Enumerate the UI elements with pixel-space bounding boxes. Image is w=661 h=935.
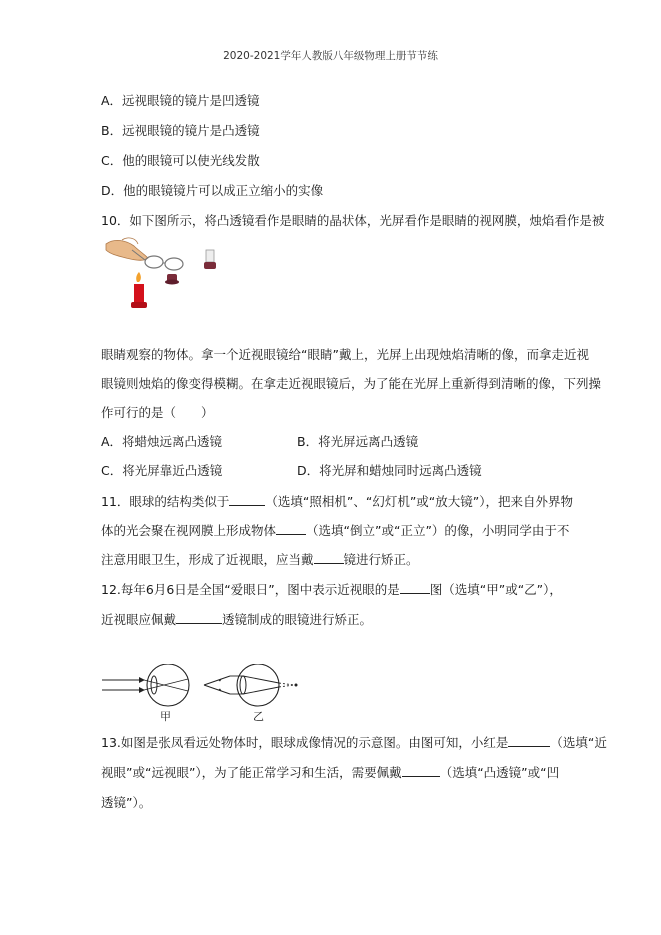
q9-option-d: D．他的眼镜镜片可以成正立缩小的实像 (101, 183, 324, 198)
q13-line1 (101, 733, 607, 751)
q11-blank-2[interactable] (276, 522, 306, 535)
q12-text-2b: 透镜制成的眼镜进行矫正。 (222, 612, 373, 627)
q13-text-1a: 13.如图是张凤看远处物体时，眼球成像情况的示意图。由图可知，小红是 (101, 735, 509, 750)
q11-line3 (101, 550, 419, 568)
q11-line1 (101, 492, 573, 510)
eye-diagrams-figure (100, 664, 312, 724)
fig-label-yi: 乙 (253, 710, 264, 723)
q10-option-c: C．将光屏靠近凸透镜 (101, 463, 223, 478)
q10-option-b: B．将光屏远离凸透镜 (297, 434, 419, 449)
q12-line2 (101, 610, 372, 628)
q12-line1 (101, 580, 562, 598)
q11-text-3a: 注意用眼卫生，形成了近视眼，应当戴 (101, 552, 314, 567)
q12-blank-2[interactable] (176, 611, 222, 624)
q9-option-c: C．他的眼镜可以使光线发散 (101, 153, 260, 168)
q11-line2 (101, 521, 569, 539)
q10-option-d: D．将光屏和蜡烛同时远离凸透镜 (297, 463, 482, 478)
q11-blank-3[interactable] (314, 551, 344, 564)
q13-blank-1[interactable] (508, 734, 550, 747)
q13-text-2a: 视眼”或“远视眼”），为了能正常学习和生活，需要佩戴 (101, 765, 402, 780)
q13-line3: 透镜”）。 (101, 795, 152, 810)
q11-text-1b: （选填“照相机”、“幻灯机”或“放大镜”），把来自外界物 (265, 494, 574, 509)
q12-text-1b: 图（选填“甲”或“乙”）， (429, 582, 562, 597)
q12-text-2a: 近视眼应佩戴 (101, 612, 177, 627)
q11-text-1a: 11．眼球的结构类似于 (101, 494, 230, 509)
eye-jia-diagram (102, 664, 189, 706)
q13-blank-2[interactable] (402, 764, 440, 777)
q11-text-2b: （选填“倒立”或“正立”）的像，小明同学由于不 (306, 523, 570, 538)
q11-text-3b: 镜进行矫正。 (343, 552, 419, 567)
lens-experiment-figure (104, 236, 224, 314)
q10-stem-line4: 作可行的是（ ） (101, 405, 214, 420)
q11-text-2a: 体的光会聚在视网膜上形成物体 (101, 523, 277, 538)
fig-label-jia: 甲 (160, 710, 171, 723)
q13-line2 (101, 763, 559, 781)
q9-option-b: B．远视眼镜的镜片是凸透镜 (101, 123, 260, 138)
q10-stem-line2: 眼睛观察的物体。拿一个近视眼镜给“眼睛”戴上，光屏上出现烛焰清晰的像，而拿走近视 (101, 347, 589, 362)
q13-text-1b: （选填“近 (550, 735, 607, 750)
q10-option-a: A．将蜡烛远离凸透镜 (101, 434, 223, 449)
q10-stem-line1: 10．如下图所示，将凸透镜看作是眼睛的晶状体，光屏看作是眼睛的视网膜，烛焰看作是被 (101, 213, 605, 228)
q12-text-1a: 12.每年6月6日是全国“爱眼日”，图中表示近视眼的是 (101, 582, 400, 597)
page-header: 2020-2021学年人教版八年级物理上册节节练 (223, 50, 438, 62)
q12-blank-1[interactable] (400, 581, 430, 594)
q10-stem-line3: 眼镜则烛焰的像变得模糊。在拿走近视眼镜后，为了能在光屏上重新得到清晰的像，下列操 (101, 376, 602, 391)
eye-yi-diagram (204, 664, 298, 706)
q11-blank-1[interactable] (229, 493, 265, 506)
q13-text-2b: （选填“凸透镜”或“凹 (439, 765, 560, 780)
q9-option-a: A．远视眼镜的镜片是凹透镜 (101, 93, 260, 108)
